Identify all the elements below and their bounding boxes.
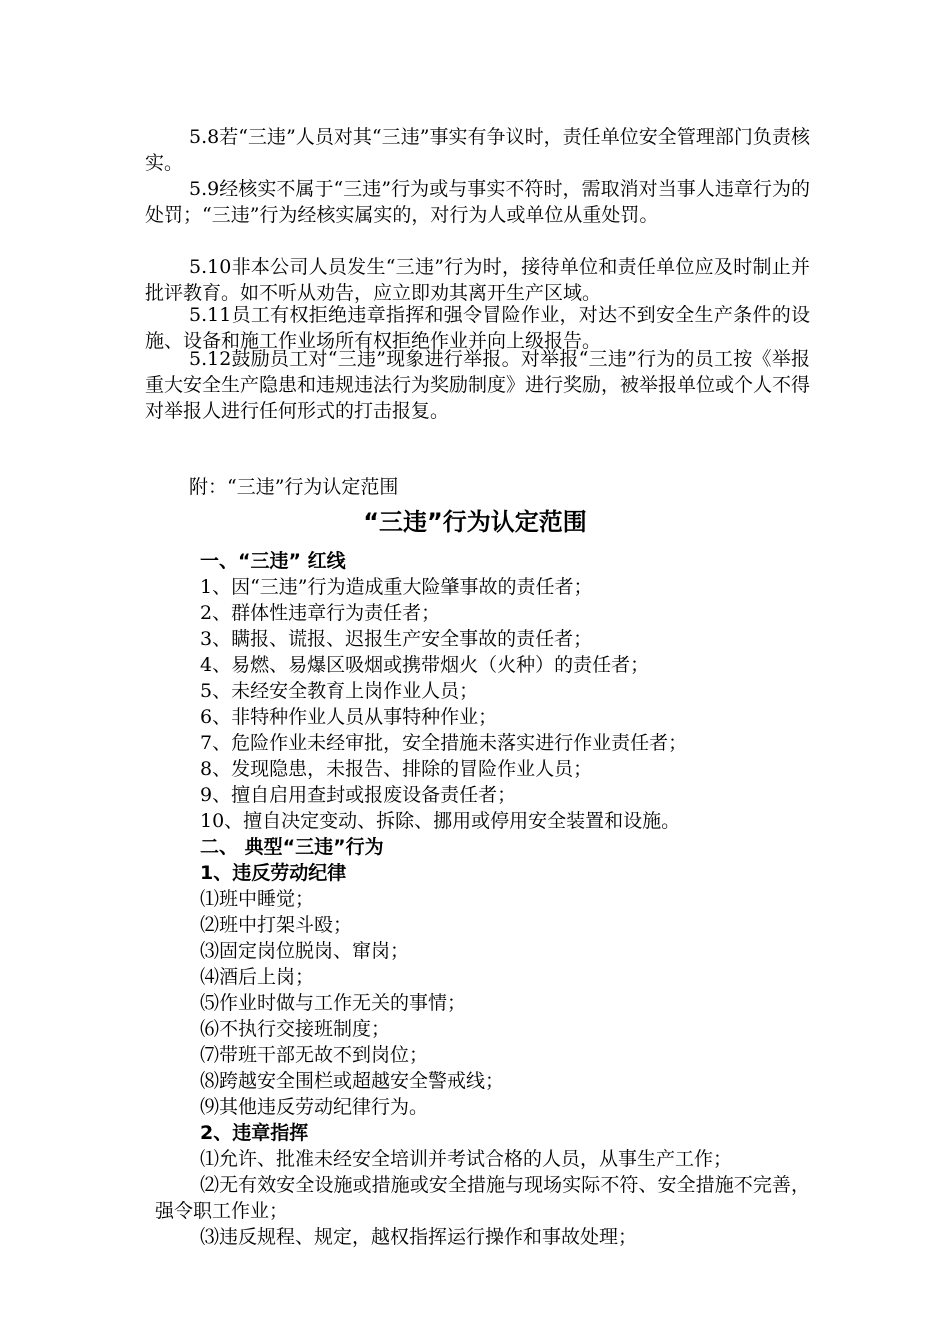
subsection-labor-discipline-heading: 1、违反劳动纪律 (200, 862, 347, 884)
paragraph-5-8: 5.8若“三违”人员对其“三违”事实有争议时，责任单位安全管理部门负责核实。 (145, 126, 810, 174)
page-title: “三违”行为认定范围 (363, 508, 587, 536)
paragraph-5-12: 5.12鼓励员工对“三违”现象进行举报。对举报“三违”行为的员工按《举报重大安全生产隐患和违规违法行为奖励制度》进行奖励，被举报单位或个人不得对举报人进行任何形式的打击报复。 (145, 348, 811, 422)
list-item: 7、危险作业未经审批，安全措施未落实进行作业责任者； (200, 732, 688, 754)
list-item: 9、擅自启用查封或报废设备责任者； (200, 784, 517, 806)
section-1-heading: 一、“三违” 红线 (200, 550, 346, 572)
list-item: 3、瞒报、谎报、迟报生产安全事故的责任者； (200, 628, 593, 650)
section-2-heading: 二、 典型“三违”行为 (200, 836, 384, 858)
paragraph-5-11: 5.11员工有权拒绝违章指挥和强令冒险作业，对达不到安全生产条件的设施、设备和施工作业场所有权拒绝作业并向上级报告。 (145, 304, 810, 352)
list-item: 2、群体性违章行为责任者； (200, 602, 441, 624)
list-item: ⑵无有效安全设施或措施或安全措施与现场实际不符、安全措施不完善，强令职工作业； (155, 1174, 810, 1222)
list-item: ⑶固定岗位脱岗、窜岗； (200, 940, 410, 962)
list-item: ⑷酒后上岗； (200, 966, 315, 988)
list-item: ⑸作业时做与工作无关的事情； (200, 992, 467, 1014)
list-item: ⑶违反规程、规定，越权指挥运行操作和事故处理； (200, 1226, 638, 1248)
list-item: 1、因“三违”行为造成重大险肇事故的责任者； (200, 576, 593, 598)
appendix-note: 附：“三违”行为认定范围 (189, 476, 399, 498)
list-item: 10、擅自决定变动、拆除、挪用或停用安全装置和设施。 (200, 810, 681, 832)
list-item: ⑵班中打架斗殴； (200, 914, 353, 936)
list-item: ⑴允许、批准未经安全培训并考试合格的人员，从事生产工作； (200, 1148, 733, 1170)
paragraph-5-10: 5.10非本公司人员发生“三违”行为时，接待单位和责任单位应及时制止并批评教育。如不听从劝告，应立即劝其离开生产区域。 (145, 256, 810, 304)
list-item: ⑺带班干部无故不到岗位； (200, 1044, 429, 1066)
list-item: ⑼其他违反劳动纪律行为。 (200, 1096, 429, 1118)
subsection-illegal-command-heading: 2、违章指挥 (200, 1122, 309, 1144)
list-item: ⑴班中睡觉； (200, 888, 315, 910)
list-item: ⑹不执行交接班制度； (200, 1018, 391, 1040)
list-item: 6、非特种作业人员从事特种作业； (200, 706, 498, 728)
list-item: 5、未经安全教育上岗作业人员； (200, 680, 479, 702)
paragraph-5-9: 5.9经核实不属于“三违”行为或与事实不符时，需取消对当事人违章行为的处罚；“三违”行为经核实属实的，对行为人或单位从重处罚。 (145, 178, 810, 226)
list-item: 8、发现隐患，未报告、排除的冒险作业人员； (200, 758, 593, 780)
list-item: 4、易燃、易爆区吸烟或携带烟火（火种）的责任者； (200, 654, 650, 676)
list-item: ⑻跨越安全围栏或超越安全警戒线； (200, 1070, 505, 1092)
